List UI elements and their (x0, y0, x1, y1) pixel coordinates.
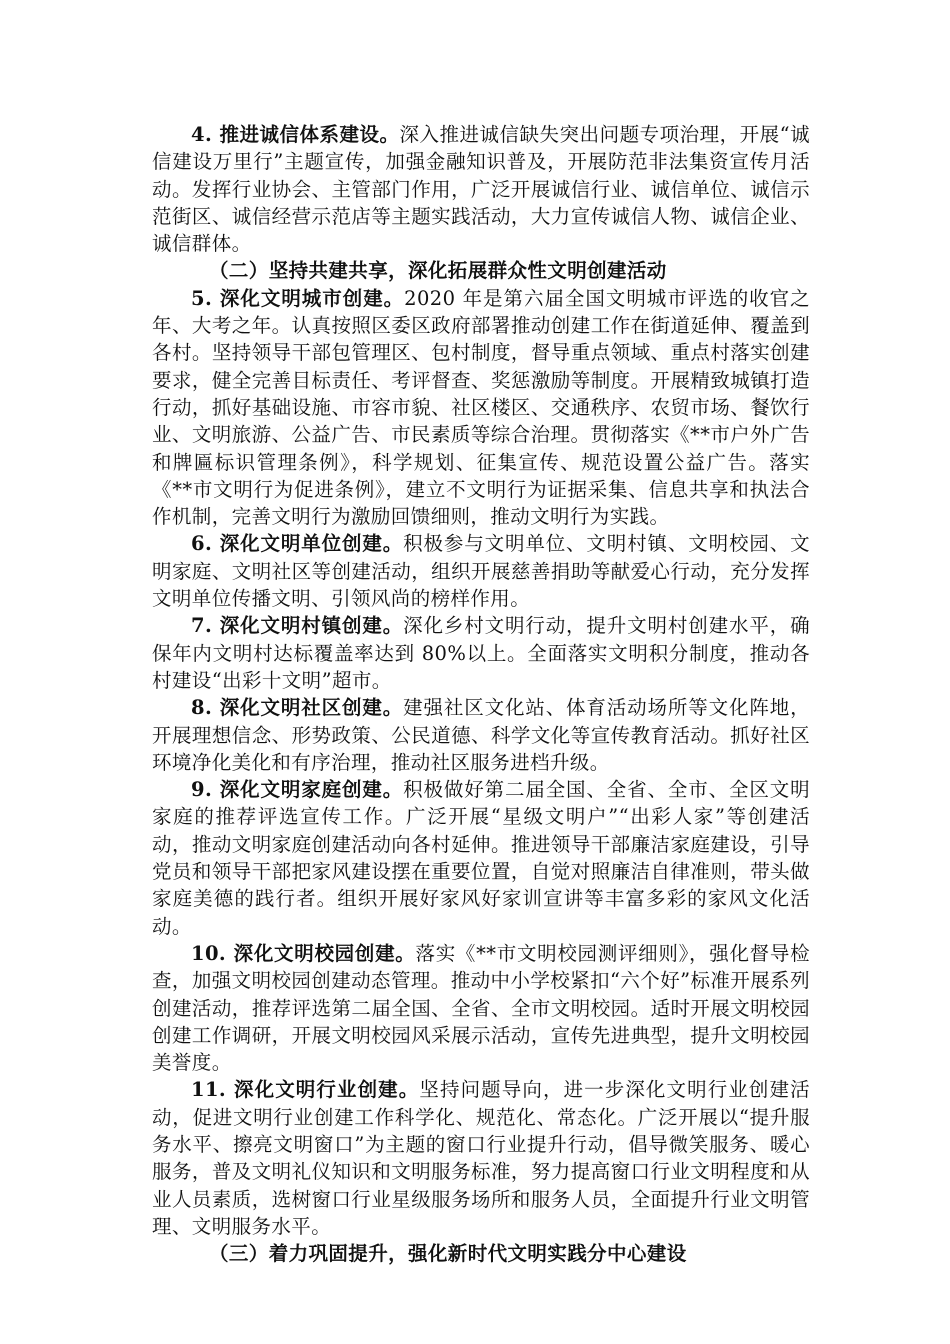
paragraph-item-8 (152, 694, 810, 776)
paragraph-lead: 6. 深化文明单位创建。 (191, 532, 404, 556)
paragraph-text: 深化乡村文明行动，提升文明村创建水平，确保年内文明村达标覆盖率达到 80%以上。全面落实文明积分制度，推动各村建设“出彩十文明”超市。 (152, 614, 810, 692)
paragraph-lead: 4. 推进诚信体系建设。 (191, 123, 400, 146)
paragraph-text: 2020 年是第六届全国文明城市评选的收官之年、大考之年。认真按照区委区政府部署推动创建工作在街道延伸、覆盖到各村。坚持领导干部包管理区、包村制度，督导重点领域、重点村落实创建要求，健全完善目标责任、考评督查、奖惩激励等制度。开展精致城镇打造行动，抓好基础设施、市容市貌、社区楼区、交通秩序、农贸市场、餐饮行业、文明旅游、公益广告、市民素质等综合治理。贯彻落实《**市户外广告和牌匾标识管理条例》，科学规划、征集宣传、规范设置公益广告。落实《**市文明行为促进条例》，建立不文明行为证据采集、信息共享和执法合作机制，完善文明行为激励回馈细则，推动文明行为实践。 (152, 286, 811, 529)
paragraph-text: 深入推进诚信缺失突出问题专项治理，开展“诚信建设万里行”主题宣传，加强金融知识普及，开展防范非法集资宣传月活动。发挥行业协会、主管部门作用，广泛开展诚信行业、诚信单位、诚信示范街区、诚信经营示范店等主题实践活动，大力宣传诚信人物、诚信企业、诚信群体。 (152, 123, 810, 256)
paragraph-item-5 (152, 285, 810, 531)
paragraph-item-11 (152, 1076, 810, 1240)
paragraph-text: 落实《**市文明校园测评细则》，强化督导检查，加强文明校园创建动态管理。推动中小学校紧扣“六个好”标准开展系列创建活动，推荐评选第二届全国、全省、全市文明校园。适时开展文明校园创建工作调研，开展文明校园风采展示活动，宣传先进典型，提升文明校园美誉度。 (152, 941, 810, 1075)
paragraph-lead: 10. 深化文明校园创建。 (191, 941, 416, 965)
paragraph-item-7 (152, 612, 810, 694)
paragraph-text: 坚持问题导向，进一步深化文明行业创建活动，促进文明行业创建工作科学化、规范化、常态化。广泛开展以“提升服务水平、擦亮文明窗口”为主题的窗口行业提升行动，倡导微笑服务、暖心服务，普及文明礼仪知识和文明服务标准，努力提高窗口行业文明程度和从业人员素质，选树窗口行业星级服务场所和服务人员，全面提升行业文明管理、文明服务水平。 (152, 1078, 810, 1238)
document-body (152, 121, 810, 1267)
paragraph-lead: 8. 深化文明社区创建。 (191, 696, 404, 720)
paragraph-item-4 (152, 121, 810, 257)
paragraph-item-10 (152, 940, 810, 1076)
paragraph-lead: 11. 深化文明行业创建。 (191, 1078, 420, 1102)
paragraph-lead: 7. 深化文明村镇创建。 (191, 614, 404, 638)
paragraph-item-9 (152, 776, 810, 940)
paragraph-text: 建强社区文化站、体育活动场所等文化阵地，开展理想信念、形势政策、公民道德、科学文化等宣传教育活动。抓好社区环境净化美化和有序治理，推动社区服务进档升级。 (152, 696, 810, 774)
paragraph-lead: 5. 深化文明城市创建。 (191, 286, 405, 310)
section-heading-3: （三）着力巩固提升，强化新时代文明实践分中心建设 (209, 1242, 687, 1266)
paragraph-text: 积极做好第二届全国、全省、全市、全区文明家庭的推荐评选宣传工作。广泛开展“星级文明户”“出彩人家”等创建活动，推动文明家庭创建活动向各村延伸。推进领导干部廉洁家庭建设，引导党员和领导干部把家风建设摆在重要位置，自觉对照廉洁自律准则，带头做家庭美德的践行者。组织开展好家风好家训宣讲等丰富多彩的家风文化活动。 (152, 778, 810, 938)
paragraph-text: 积极参与文明单位、文明村镇、文明校园、文明家庭、文明社区等创建活动，组织开展慈善捐助等献爱心行动，充分发挥文明单位传播文明、引领风尚的榜样作用。 (152, 532, 810, 611)
section-heading-2: （二）坚持共建共享，深化拓展群众性文明创建活动 (209, 259, 667, 283)
paragraph-lead: 9. 深化文明家庭创建。 (191, 778, 404, 802)
paragraph-item-6 (152, 530, 810, 612)
